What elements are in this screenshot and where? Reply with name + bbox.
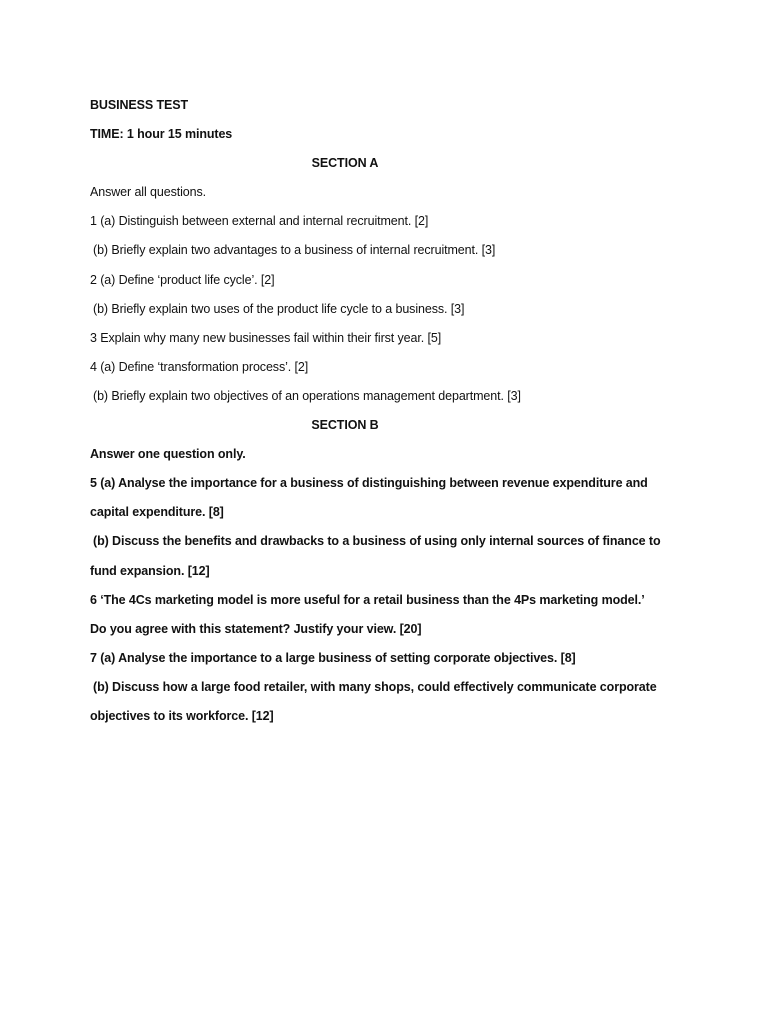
question-5a-line-2: capital expenditure. [8] (90, 505, 224, 520)
question-7a: 7 (a) Analyse the importance to a large business of setting corporate objectives. [8] (90, 650, 576, 665)
document-title: BUSINESS TEST (90, 98, 189, 112)
question-2b: (b) Briefly explain two uses of the product life cycle to a business. [3] (93, 301, 465, 316)
question-4a: 4 (a) Define ‘transformation process’. [2] (90, 359, 309, 374)
question-3: 3 Explain why many new businesses fail within their first year. [5] (90, 330, 442, 345)
question-7b-line-2: objectives to its workforce. [12] (90, 708, 274, 723)
section-a-instruction: Answer all questions. (90, 185, 207, 200)
test-document (90, 91, 661, 731)
question-4b: (b) Briefly explain two objectives of an operations management department. [3] (93, 388, 521, 403)
question-5a-line-1: 5 (a) Analyse the importance for a business of distinguishing between revenue expenditure and (90, 476, 648, 491)
section-b-heading: SECTION B (311, 418, 379, 433)
question-7b-line-1: (b) Discuss how a large food retailer, with many shops, could effectively communicate corporate (93, 679, 657, 694)
question-5b-line-2: fund expansion. [12] (90, 563, 210, 578)
time-allowed: TIME: 1 hour 15 minutes (90, 127, 233, 142)
section-a-heading: SECTION A (311, 156, 379, 171)
question-1a: 1 (a) Distinguish between external and internal recruitment. [2] (90, 214, 429, 229)
question-5b-line-1: (b) Discuss the benefits and drawbacks to a business of using only internal sources of finance to (93, 534, 661, 549)
section-b-instruction: Answer one question only. (90, 447, 246, 462)
question-6-line-1: 6 ‘The 4Cs marketing model is more useful for a retail business than the 4Ps marketing model.’ (90, 592, 645, 607)
question-6-line-2: Do you agree with this statement? Justify your view. [20] (90, 621, 422, 636)
question-2a: 2 (a) Define ‘product life cycle’. [2] (90, 272, 275, 287)
question-1b: (b) Briefly explain two advantages to a business of internal recruitment. [3] (93, 243, 496, 258)
